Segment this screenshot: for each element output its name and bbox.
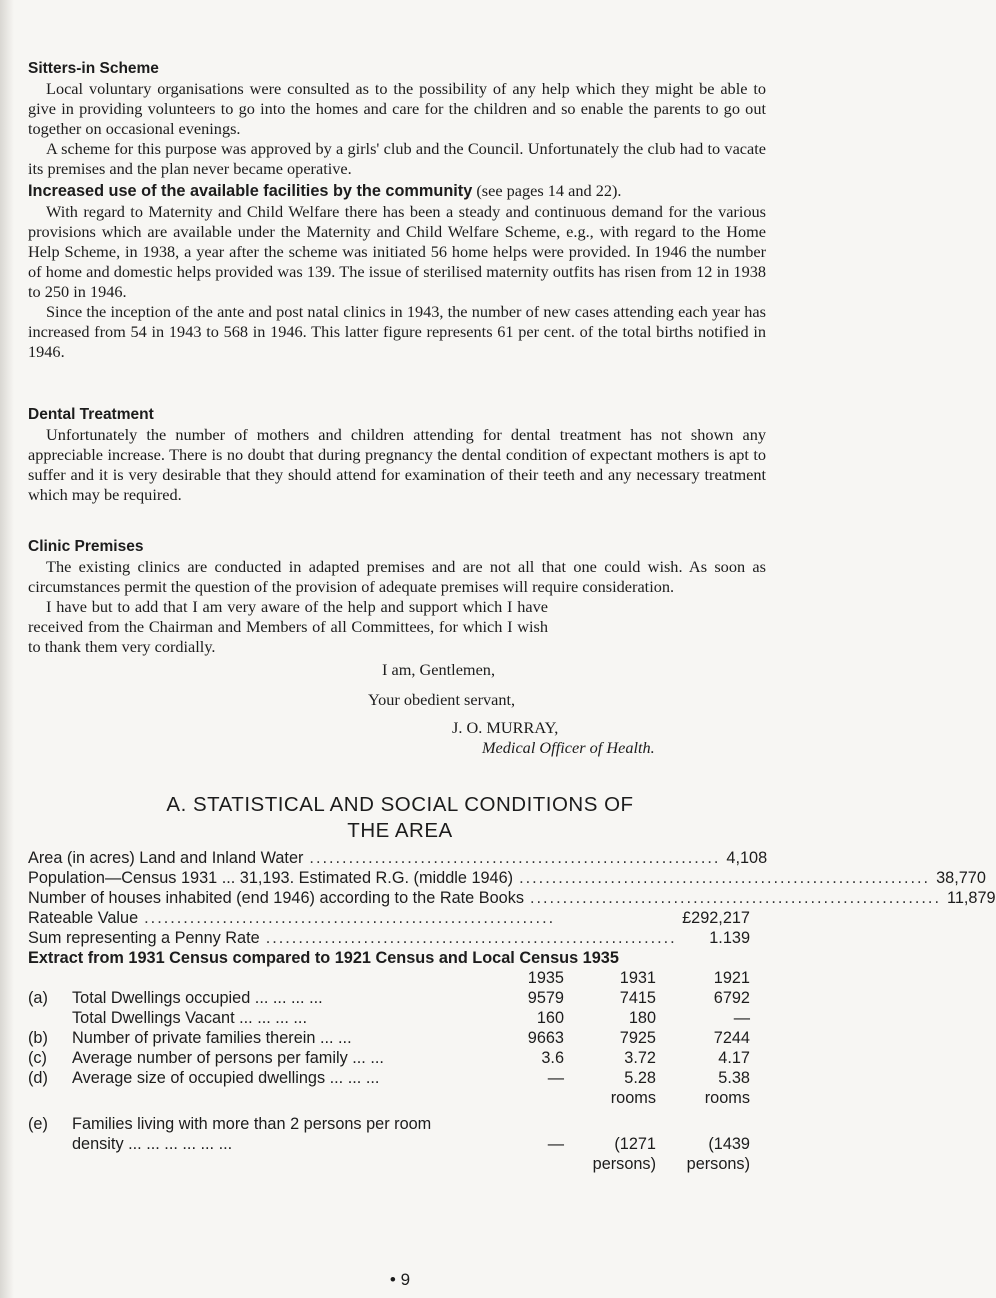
closing-greeting: I am, Gentlemen, [382,660,496,679]
page-edge-shadow [0,0,14,1298]
extract-heading: Extract from 1931 Census compared to 1921 Census and Local Census 1935 [28,949,619,967]
row-label: Average number of persons per family ... ... [72,1049,384,1067]
stat-row-population [28,868,986,888]
row-label: Total Dwellings Vacant ... ... ... ... [72,1009,307,1027]
increased-section [28,180,766,362]
stat-label: Rateable Value [28,909,139,927]
area-statistics [28,848,996,968]
leader-dots: ............................................................... [529,889,941,907]
row-key: (d) [28,1069,48,1087]
cell-1931: 3.72 [624,1049,656,1067]
cell-1921: rooms [704,1089,750,1107]
row-label: Total Dwellings occupied ... ... ... ... [72,989,323,1007]
sitters-paragraph-2: A scheme for this purpose was approved by a girls' club and the Council. Unfortunately the club had to vacate its premises and the plan never became operative. [28,139,766,178]
dental-section [28,404,766,505]
cell-1921: 6792 [713,989,750,1007]
page-number: • 9 [389,1270,411,1289]
signatory-name: J. O. MURRAY, [452,718,559,737]
cell-1935: — [547,1135,564,1153]
closing-valediction: Your obedient servant, [368,690,516,709]
sitters-section [28,58,766,179]
stat-value: £292,217 [682,909,750,927]
table-row [28,1068,750,1088]
table-row [28,1028,750,1048]
section-title-line-1: A. STATISTICAL AND SOCIAL CONDITIONS OF [166,793,634,816]
stat-row-houses [28,888,996,908]
column-header-1935: 1935 [527,969,564,987]
table-header-row [28,968,750,988]
stat-row-rateable-value [28,908,750,928]
row-key: (c) [28,1049,47,1067]
clinic-paragraph-2: I have but to add that I am very aware of the help and support which I have received from the Chairman and Members of all Committees, for which I wish to thank them very cordially. [28,597,548,656]
stat-label: Number of houses inhabited (end 1946) according to the Rate Books [28,889,524,907]
stat-row-penny-rate [28,928,750,948]
row-label: Average size of occupied dwellings ... ... ... [72,1069,380,1087]
stat-label: Sum representing a Penny Rate [28,929,260,947]
column-header-1931: 1931 [619,969,656,987]
table-row [28,1048,750,1068]
stat-label: Area (in acres) Land and Inland Water [28,849,304,867]
stat-value: 4,108 [726,849,768,867]
cell-1935: 3.6 [541,1049,564,1067]
stat-value: 11,879 [946,889,996,907]
stat-value: 38,770 [936,869,986,887]
stat-value: 1.139 [709,929,750,947]
table-row [28,1134,750,1154]
stat-label: Population—Census 1931 ... 31,193. Estimated R.G. (middle 1946) [28,869,514,887]
cell-1921: — [733,1009,750,1027]
sitters-heading: Sitters-in Scheme [28,60,159,77]
row-key: (a) [28,989,48,1007]
cell-1921: persons) [686,1155,750,1173]
signatory-title: Medical Officer of Health. [482,738,655,757]
row-label: density ... ... ... ... ... ... [72,1135,233,1153]
table-row [28,1154,750,1174]
row-key: (b) [28,1029,48,1047]
cell-1935: — [547,1069,564,1087]
row-key: (e) [28,1115,48,1133]
table-row [28,1114,750,1134]
table-row [28,1008,750,1028]
dental-heading: Dental Treatment [28,406,154,423]
section-title-line-2: THE AREA [347,819,453,842]
increased-paragraph-1: With regard to Maternity and Child Welfare there has been a steady and continuous demand for the various provisions which are available under the Maternity and Child Welfare Scheme, e.g., with regard to the Home Help Scheme, in 1938, a year after the scheme was initiated 56 home helps were provided. In 1946 the number of home and domestic helps provided was 139. The issue of sterilised maternity outfits has risen from 12 in 1938 to 250 in 1946. [28,202,766,301]
leader-dots: ............................................................... [144,909,556,927]
clinic-heading: Clinic Premises [28,538,144,555]
column-header-1921: 1921 [713,969,750,987]
dental-paragraph-1: Unfortunately the number of mothers and children attending for dental treatment has not shown any appreciable increase. There is no doubt that during pregnancy the dental condition of expectant mothers is apt to suffer and it is very desirable that they should attend for examination of their teeth and any necessary treatment which may be required. [28,425,766,504]
cell-1935: 9663 [527,1029,564,1047]
increased-paragraph-2: Since the inception of the ante and post natal clinics in 1943, the number of new cases attending each year has increased from 54 in 1943 to 568 in 1946. This latter figure represents 61 per cent. of the total births notified in 1946. [28,302,766,361]
cell-1931: 5.28 [624,1069,656,1087]
leader-dots: ............................................................... [309,849,721,867]
census-table [28,968,750,1174]
cell-1935: 160 [536,1009,564,1027]
stat-row-area [28,848,768,868]
increased-heading: Increased use of the available facilities by the community [28,182,473,200]
cell-1921: (1439 [708,1135,750,1153]
row-label: Number of private families therein ... ... [72,1029,352,1047]
cell-1921: 4.17 [718,1049,750,1067]
table-row [28,988,750,1008]
sitters-paragraph-1: Local voluntary organisations were consulted as to the possibility of any help which they might be able to give in providing volunteers to go into the homes and care for the children and so enable the parents to go out together on occasional evenings. [28,79,766,138]
increased-heading-line [28,180,766,202]
cell-1931: 7925 [619,1029,656,1047]
cell-1931: 7415 [619,989,656,1007]
leader-dots: ............................................................... [519,869,931,887]
cell-1931: rooms [610,1089,656,1107]
clinic-section [28,536,766,657]
cell-1931: persons) [592,1155,656,1173]
cell-1931: (1271 [614,1135,656,1153]
row-label: Families living with more than 2 persons per room [72,1115,432,1133]
cell-1921: 5.38 [718,1069,750,1087]
cell-1931: 180 [628,1009,656,1027]
increased-heading-tail: (see pages 14 and 22). [472,181,622,200]
table-row [28,1088,750,1108]
clinic-paragraph-1: The existing clinics are conducted in adapted premises and are not all that one could wish. As soon as circumstances permit the question of the provision of adequate premises will require consideration. [28,557,766,596]
cell-1935: 9579 [527,989,564,1007]
leader-dots: ............................................................... [265,929,677,947]
cell-1921: 7244 [713,1029,750,1047]
